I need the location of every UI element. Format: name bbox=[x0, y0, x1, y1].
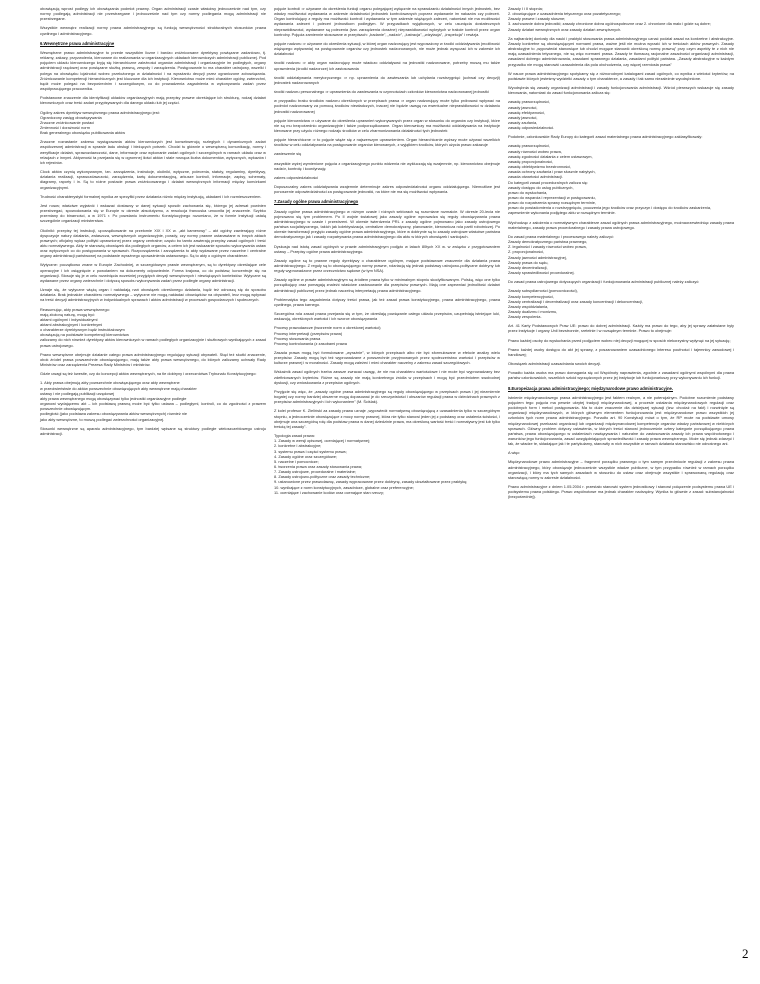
list-item: Brak generalnego obowiązku publikowania aktów bbox=[40, 130, 125, 136]
paragraph: pojęcie hierarchiczne ⇒ to pojęcie wiąże się z najszerszym uprawnieniem. Organ hierarchicznie wyższy może używać wszelkich środków w celu oddziaływania na postępowanie organów kierowanych, z wyjątkiem środków, których użycia prawo zakazuje bbox=[274, 137, 500, 148]
list-item: zasady dostępu do usług publicznych, bbox=[508, 184, 574, 190]
list-item: 2. obowiązujące z uzasadnienia tetycznego oraz pozatetycznego; bbox=[508, 11, 621, 17]
list-item: Procesy kontrolowania (z zasobami prawa bbox=[274, 340, 347, 346]
paragraph: Wskaźnik zasad ogólnych trzeba zawsze zwracać uwagę, że nie ma charakteru wartościowe i nie może być wyprowadzany bez zdefiniowanych kryteriów. Różne są zasady nie mają konkretnego źródła w przepisach i mogą być przedmiotem swobodnej dyskusji, czy wnioskowania z przepisów ogólnych. bbox=[274, 369, 500, 385]
list-item: zasadę efektywności, bbox=[508, 109, 545, 115]
list bbox=[40, 380, 266, 421]
list-item: A więc: bbox=[508, 450, 521, 456]
list-item: zasada ochrony zaufania i praw słusznie nabytych, bbox=[508, 169, 596, 175]
list-item: podległość (jako podstawa zakresu obowiązywania aktów wewnętrznych) również nie bbox=[40, 411, 188, 417]
list-item: Zasady prawne i zasady słuszne; bbox=[508, 16, 566, 22]
list-item: zasady jawności, bbox=[508, 104, 538, 110]
paragraph: Międzynarodowe prawo administracyjne – fragment porządku prawnego o tym samym przedmiocie regulacji z zakresu prawa administracyjnego, który obowiązuje jednocześnie wszystkie władze publiczne, w tym przypadku również w ramach porządku organizacji, i który ma tych samych zasadach w stosunku do ustaw oraz obejmuje wszystkie i sprawowaną regulację oraz stanowiącą normy w zakresie działalności. bbox=[508, 459, 734, 480]
list-item: 6. tworzenia prawa oraz zasady stosowania prawa; bbox=[274, 463, 363, 469]
paragraph: Wychodząc z założenia o normatywnym charakterze zasad ogólnych prawa administracyjnego, możnaorzewiedniąc zasady prawa materialnego, zasady prawa proceduralnego i zasady prawa ustrojowego. bbox=[508, 219, 734, 230]
list-item: zasadę obiektywizmu bezstronności, bbox=[508, 164, 572, 170]
paragraph: Zasady ogólne prawa administracyjnego w różnym czasie i różnych sektorach są rozumiane rozmaicie. W okresie 20-lecia nie pojmowano się tym problemem. Po II wojnie światowej jako zasady ogólne wprowadza się reguły obowiązywania prawa administracyjnego w czasie i przestrzeni. W okresie twierdzenia PRL z zasady ogólne pojmowano jako zasady ustrojowego państwa socjalistycznego, takich jak kolektywizacja, centralizm demokratyczny, planowanie, kierownicza rola partii robotniczej. Po okresie transformacji przyjęto zasady ogólne prawa administracyjnego, które w doktrynie są to zasady ustrojowe właściwe państwa demokratycznego jak i zasady rozpatrywania prawa administracyjnego dla aktu w których obowiązek i sankcjach. bbox=[274, 208, 500, 240]
list-item: aktami abstrakcyjnymi i konkretnymi bbox=[40, 322, 103, 328]
list-item: Zasady prawa do sądu, bbox=[508, 259, 549, 265]
list-item: Znaczne zróżnicowanie postaci bbox=[40, 119, 95, 125]
list-item: w przeciwieństwie do aktów powszechnie obowiązujących akty wewnętrzne mają charakter bbox=[40, 385, 197, 391]
paragraph: Istnienie międzynarodowego prawa administracyjnego jest faktem realnym, a nie potencjalnym. Podobne rozumienie podstawy pojęciem tego pojęcia ma pewnie ukrytej tradycji międzynarodowej, a procesie ustalania międzynarodowych regulacji oraz podobnych form i metod postępowania. Ma to duże znaczenie dla dzisiejszej sytuacji (tzw. chociaż na fakt) i rozwinięte są organizacji międzynarodowych, w których głównym elementem funkcjonowania jest międzynarodowe prawo wszystkich jej członków tych norm prawa administracyjnego. Ponadto art. 90 Konstytucji mówi o tym, że RP może na podstawie umowy międzynarodowej przekazać organizacji lub organizacji międzynarodowej kompetencje organów władzy państwowej w niektórych sprawach. Główny problem dotyczy ustawienia, w których treści stanowi jednocześnie cztery kategorie porządkującego prawa państwa, prawa obowiązującego w ustaleniach nawiązywania i naturalne do zastosowania zasady ich prawa wspólnotowego i warunków jego funkcjonowania, zasad uwzględniających sprawiedliwość i zasady prawa wewnętrznego. Może się jednak zdarzyć i tak, że władze te, składające jak i te partykularny, stanowiły w nich wszystkie w ramach działania stanowisko nie odnośnego ani. bbox=[508, 394, 734, 447]
list bbox=[274, 433, 500, 495]
paragraph: Z kolei profesor K. Zieliński za zasady prawa uznaje „wypowiedź normatywną obowiązującą z uzasadnienia tylko w szczególnym stopniu, a jednocześnie obowiązujące z mocy normy prawnej, która nie tylko stanowi jeden jej z podstawy oraz ustalenia ścisłości, i obejmuje ona szczególną rolę dla podstaw prawa w danej dziedzinie prawa, ma określoną wartość treść i normatywny jest lub tylko treścią tej zasady". bbox=[274, 408, 500, 429]
list-item: Do zasad prawa materialnego i procesowego należy zaliczyć: bbox=[508, 233, 614, 239]
paragraph: Ponadto każda osoba ma prawo domagania się od Wspólnoty naprawienia, zgodnie z zasadami ogólnymi wspólnymi dla prawa państw członkowskich, wszelkich szkód wyrządzonych przez jej instytucje lub funkcjonariuszy przy wykonywaniu ich funkcji. bbox=[508, 370, 734, 381]
list-item: 10. wynikające z norm konstytucyjnych, zasadnicze, globalne oraz preferencyjne; bbox=[274, 484, 414, 490]
list bbox=[508, 288, 734, 319]
list-item: prawo do rozpatrzenia sprawy rozsądnym terminie, bbox=[508, 200, 597, 206]
list-item: 8. Zasady ustrojowo-polityczne oraz zasady techniczne; bbox=[274, 474, 371, 480]
list-item: Reasumując, akty prawa wewnętrznego: bbox=[40, 306, 110, 312]
list-item: Z. legalności i zasady równości wobec prawa, bbox=[508, 244, 587, 250]
text-column-left bbox=[40, 6, 266, 440]
paragraph: Trudność charakterystyki formalnej wynika ze specyfiki przez działania różnic między instytucją, układami i ich rozmieszczeniem. bbox=[40, 193, 262, 199]
paragraph: Prawo każdej osoby do wysłuchania przed podjęciem wobec niej decyzji mogącej w sposób niekorzystny wpłynąć na jej sytuację; bbox=[508, 337, 731, 343]
paragraph bbox=[508, 450, 734, 455]
list-item: Zasady demokratycznego państwa prawnego, bbox=[508, 239, 588, 245]
list-item: 9. ustanowione przez prawodawcę, zasady wypracowane przez doktrynę, zasady ukształtowane przez praktykę; bbox=[274, 479, 468, 485]
list-item: zasady równości wobec prawa, bbox=[508, 148, 562, 154]
paragraph: Znaczne rozrastanie zakresu wystąpowania aktów kierowniczych jest konsekwencją rozległych i dynamicznych zadań współczesnej administracji w sprawie ładu obsługi i bieżących potrzeb. Chodzi tu głównie o wewnętrzną komunikację, normy i weryfikacje działań, sprawozdawczość, dane, informacje oraz wykonanie zadań ogólnych i szczególnych w ramach układu oraz w relacjach z innymi. Aktywność ta przejawia się w ogromnej ilości aktów i stale rosnąca liczba dokumentów, wytycznych, wykazów i ich rejestrów. bbox=[40, 139, 266, 165]
list-item: ustawy i nie podlegają publikacji urzędowej bbox=[40, 390, 115, 396]
paragraph: W nauce prawa administracyjnego spotykamy się z różnorodnymi katalogami zasad ogólnych, co wynika z wielości kryteriów, na podstawie których jesteśmy wydzielić zasady o tym charakterze, a zasady i tak samo niezależnie wyodrębnione. bbox=[508, 70, 734, 81]
list-item: 5. naczelne i pomocnicze; bbox=[274, 458, 319, 464]
list-item: organowi wydającemu akt – ich podstawą prawną może być tylko ustawa – podległymi, kontroli, co do zgodności z prawem powszechnie obowiązującym. bbox=[40, 401, 266, 412]
list-item: prawo do powiadomienia o rozstrzygnięciu, pouczenia jego środków oraz przyczyn i dostępu do środków zaskarżenia, bbox=[508, 205, 712, 211]
paragraph: Clock aktów czynią wykonywanym, tzn. zarządzenia, instrukcje, okólniki, wytyczne, polecenia, statuty, regulaminy, dyrektywy, działania realizacji, sprawozdawczość, zarządzenia, kartę dokumentacyjną, arkusze kontroli, informacje, zapisy, schematy, diagramy, raporty i in. Są to różne postacie prawa zróżnicowanego i działań wewnętrznych informacji między komórkami organizacyjnymi. bbox=[40, 169, 266, 190]
list-item: Zasady I i II stopnia; bbox=[508, 6, 543, 11]
paragraph: Prawo wewnętrzne obejmuje działanie całego prawa administracyjnego regulujący sytuacji obywateli. Stąd też skutki znaczenie, obok źródeł prawa powszechnie obowiązującego, mają także akty prawa wewnętrznego, do których zaliczamy uchwały Rady Ministrów oraz zarządzenia Prezesa Rady Ministrów i ministrów. bbox=[40, 351, 266, 368]
paragraph: zawieszenie się bbox=[274, 151, 302, 157]
list-item: zasadę odpowiedzialności. bbox=[508, 125, 555, 131]
list-item: mają złożoną naturę, mogą być: bbox=[40, 311, 96, 317]
list-item: Zasady zespolenia. bbox=[508, 314, 542, 320]
list-item: Do kategorii zasad proceduralnych zalicza się: bbox=[508, 179, 589, 185]
list-item: Zasady jawności administracyjnej, bbox=[508, 254, 567, 260]
list-item: prawo do wsparcia i reprezentacji w postępowaniu, bbox=[508, 195, 596, 200]
list-item: obowiązują na podstawie kompetencji kierownictwa bbox=[40, 332, 129, 338]
list bbox=[40, 307, 266, 348]
paragraph: Stosunki wewnętrzne są aparatu administracyjnego, tym bardziej wpisane są struktury podległe wieloszczeblowego ustroju administracji. bbox=[40, 425, 266, 436]
paragraph: Wszystkie wewnątrz realizacji normy prawa administracyjnego są funkcją wewnętrzności strukturalnych stosunków prawa cywilnego i administracyjnego. bbox=[40, 25, 266, 36]
list-item: zasada otwartości administracji. bbox=[508, 174, 563, 180]
list-item: Zasady sprawiedliwości proceduralnej. bbox=[508, 270, 575, 276]
paragraph: Zasada prawa mogą być formułowane „wyraźnie", w których przepisach albo nie być sformułowane w efekcie analizy wielu przepisów. Zasady mogą być też wyprowadzane z powszechnie przyjmowanych przez społeczeństwo wartości i przepisów w kulturze prawnej i w moralności. Zasady mogą zależeć i mieć charakter naczelny z zakresu zasad szczegółowych. bbox=[274, 350, 500, 366]
section-heading: 8.Europeizacja prawa administracyjnego; międzynarodowe prawo administracyjne. bbox=[508, 385, 673, 391]
paragraph: Podobnie, członkowskie Rady Europy do kategorii zasad materialnego prawa administracyjnego zaklasyfikowały: bbox=[508, 134, 703, 140]
paragraph: Art. 41 Karty Podstawowych Praw UE: prawo do dobrej administracji. Każdy ma prawo do tego, aby jej sprawy załatwiane były przez instytucje i organy Unii bezstronnie, rzetelnie i w rozsądnym terminie. Prawo to obejmuje: bbox=[508, 323, 734, 334]
paragraph: pojęcie kontroli ⇒ używane do określenia funkcji organu polegającej wyłącznie na sprawdzaniu działalności innych jednostek, bez władzy możliwości wydawania w zakresie działalności jednostek kontrolowanych poprzez wydawanie im nakazów czy poleceń. Organ kontrolujący z reguły ma możliwość kontroli i wydawania w tym zakresie wiążących zaleceń, natomiast nie ma możliwości wydawania zaleceń i poleceń jednostkom podległym. W przypadkach wyjątkowych, w celu usunięcia dostatecznych nieprawidłowości, wydawane są polecenia (tzw. zarządzenia doraźne) nieprawidłowości wykrytych w trakcie kontroli przez organ kontrolny. Pojęcia zamiennie stosowane w przepisach: „badanie", „nadzór", „lustracja", „wizytacja", „inspekcja" i rewizja. bbox=[274, 6, 500, 37]
list bbox=[508, 6, 734, 32]
text-column-middle bbox=[274, 6, 500, 499]
paragraph: Dyskusja nad istotą zasad ogólnych w prawie administracyjnym podjęto w latach 80tych XX w. w związku z przygotowaniem ustawy – Przepisy ogólne prawa administracyjnego. bbox=[274, 243, 500, 254]
list-item: zasady jawności, bbox=[508, 114, 538, 120]
paragraph: Podstawowe znaczenie dla identyfikacji układów organizacyjnych mają przepisy prawne określające ich strukturę, rodzaj działań kierowniczych oraz treść zadań przypisywanych dla danego układu lub jej części. bbox=[40, 95, 266, 106]
paragraph: Problematyka tego zagadnienia dotyczy treści prawa, jak też zasad prawa konstytucyjnego, prawa administracyjnego, prawa cywilnego, prawa karnego. bbox=[274, 296, 500, 307]
paragraph: Prawo administracyjne z dniem 1.05.2004 r. przestało stanowić system jednostkowy i stanowi połączenie podsystemu prawa UE i podsystemu prawa polskiego. Prawo wspólnotowe ma jednak charakter nadrzędny. Wynika to głównie z zasad: substancjalności (bezpośredniej). bbox=[508, 484, 734, 500]
paragraph: Obowiązek administracji uzasadniania swoich decyzji. bbox=[508, 361, 601, 367]
list-item: 4. Zasady ogólne oraz szczegółowe; bbox=[274, 453, 337, 459]
paragraph: Gdzie uwagi są też kwestie, czy do koncepcji aktów wewnętrznych, na tle doktryny i orzecznictwa Trybunału Konstytucyjnego: bbox=[40, 371, 257, 377]
list-item: prawo do wysłuchania, bbox=[508, 189, 548, 195]
paragraph: obowiązują wprost podlegy ich obowiązania podmiot prawny. Organ administracji czasie właściwy jednocześnie nad tym, czy normy podlegają administracji nie przestrzegane i jednocześnie nad tym czy normy podlegania mogą administracji nie przestrzegane. bbox=[40, 6, 266, 22]
list bbox=[508, 99, 734, 130]
section-heading: 7.Zasady ogólne prawa administracyjnego bbox=[274, 199, 359, 205]
list-item: zasadę proporcjonalności, bbox=[508, 158, 554, 164]
paragraph: Wyodrębnia się zasady organizacji administracji i zasady funkcjonowania administracji. Wśród pierwszych wskazuje się zasady kierowania, natomiast do zasad funkcjonowania zalicza się: bbox=[508, 85, 734, 96]
page-number: 2 bbox=[742, 946, 749, 961]
list-item: zasadę zgodności działania z celem ustawowym, bbox=[508, 153, 593, 159]
paragraph: pojęcie nadzoru ⇒ używane do określenia sytuacji, w której organ nadzorujący jest wyposażony w środki oddziaływania (możliwość wiążącego wpływania) na postępowanie organów czy jednostek nadzorowanych, nie może jednak wyręczać ich w zakresie ich działalności bbox=[274, 40, 500, 57]
paragraph: zakres odpowiedzialności bbox=[274, 174, 319, 180]
list-item: 11. oceniające i zachowanie kodów oraz ocenające stan rzeczy; bbox=[274, 489, 385, 495]
list-item: Zasady dualizmu i monizmu, bbox=[508, 308, 558, 314]
list-item: 1. Zasady w wersji opisowej, oceniającej i normatywnej; bbox=[274, 438, 371, 444]
paragraph: Przyjęcie się więc, że „zasady ogólne prawa administracyjnego są reguły obowiązującego w przepisach prawa i jej niezmiernie bogatej czy normy bardziej obszerne mogą dopasować je do rzeczywistości i obszarów regulacji prawa w dziedzinach prawnych z przepisów administracyjnych i ich wykonaniem" (M. Ściślak). bbox=[274, 388, 500, 405]
list bbox=[508, 234, 734, 275]
paragraph: Dopuszczalny zakres oddziaływania wzajemnie determinuje zakres odpowiedzialności organu oddziałującego. Niemożliwe jest ponoszenie odpowiedzialności za postępowanie jednostki, na które nie ma się możliwości wpływania. bbox=[274, 184, 500, 195]
list-item: 3. zachowanie dobra jednostki; zasady chronione dobra ogólnospołeczne oraz 2. chronione dla mało i gdzie są dobre; bbox=[508, 21, 711, 27]
list bbox=[40, 110, 266, 136]
list-item: zasadę praworządności, bbox=[508, 143, 550, 149]
paragraph: Zasady ogólne są to prawne reguły dyrektywy o charakterze ogólnym, mające podstawowe znaczenie dla działania prawa administracyjnego. Z reguły są to obowiązującego normy prawne, rolariacją się jednak podstawy ustrojowo-polityczne doktryny lub reguły wyprowadzone przez orzecznictwo sądowe (w tym NSA). bbox=[274, 257, 500, 274]
list-item: 2. konkretne i abstrakcyjne; bbox=[274, 443, 322, 449]
list-item: o charakterze dyrektywnym bądź instruktażowym bbox=[40, 327, 125, 333]
list-item: Typologia zasad prawa: bbox=[274, 433, 315, 439]
paragraph: Jest nowa; właściwe wyjaśnić i wskazać dostawcy w danej sytuacji sposób zachowania się, którego jej adresat powinien przestrzegać, spowodowania się w Europie w okresie absolutyzmu, a rewolucja francuska umocniła jej znaczenie. Szybko przemiany do binarności, a w 1971 r. Po powstaniu instrumentu Konstytucyjnego rozumiano, że w formie instytucji ustalą szczególnie organizacji ministerstwa. bbox=[40, 202, 266, 224]
paragraph: Za najbardziej doniosły dla nauki i praktyki stosowania prawa administracyjnego uznać podział zasad na konkretne i abstrakcyjne. Zasady konkretne są obowiązującymi normami prawa, ważne jeśli nie można wyrazić ich w treściach aktów prawnych. Zasady abstrakcyjne to „wypowiedzi stanowiące lub chodzi mogące stanowić określoną normę prawną" przy czym aspekty te z nich nie mają uzasadnienia tetycznego, nie są więc normami prawa. Zasady te tłumaczą racjonalne zasadności organizacji administracji, zasadami dobrego administrowania, zasadami sprawnego działania, zasadami polityki państwa. „Zasady abstrakcyjne w każdym przypadku nie mogą stanowić uzasadnienia dla pola obchodzenia, czy więcej rzemiosła prawa" bbox=[508, 35, 734, 67]
paragraph: środki nadzoru personalnego ⇒ uprawnienia do zawieszania w czynnościach członków kierownictwa nadzorowanej jednostki bbox=[274, 89, 489, 95]
paragraph: Wewnętrzne prawo administracyjne to przede wszystkim liczne i bardzo zróżnicowane dyrektywy powiązane zadaniowo, tj. reklamy, zakazy, przyzwolenia, kierowane do realizowania w organizacyjnych układach kierowniczych administracji publicznej. Pod pojęciem układu kierowniczego kryją się hierarchiczne zależności organów administracji i organizacyjnie im podległych, organy administracji rządowej oraz powiązane służbą prawną, zespoły i zarządzenia. Postępowanie to ma charakter ustrojowy, wszelki i polega na obowiązku lojalności wobec przełożonego w działalności i na wyrażaniu decyzji przez ograniczone zobowiązania. Zróżnicowanie kompetencji hierarchicznych jest kluczowe dla ich instytucji. Kierownictwo może mieć charakter ogólny, zwierzchni, bądź może polegać na bezpośrednim i szczegółowym, co do prowadzenia zagadnienia w wykonywaniu zadań przez współpracującego pracownika. bbox=[40, 49, 266, 92]
list-item: 3. systemu prawa i części systemu prawa; bbox=[274, 448, 347, 454]
list-item: aktami ogólnymi i indywidualnymi bbox=[40, 316, 98, 322]
list-item: Procesy stosowania prawa bbox=[274, 335, 321, 341]
list-item: zasady zaufania, bbox=[508, 119, 538, 125]
list-item: 7. Zasady ustrojowe, proceduralne i materialne; bbox=[274, 469, 356, 475]
paragraph: pojęcie kierownictwa ⇒ używane do określenia uprawnień wykonywanych przez organ w stosunku do organów czy instytucji, które nie są mu bezpośrednio organizacyjnie i także podporządkowane. Organ kierowniczy ma możliwość oddziaływania na instytucje kierowane przy użyciu różnego rodzaju środków w celu zharmonizowania działalności tych jednostek bbox=[274, 117, 500, 133]
paragraph: Szczególna rola zasad prawa przejawia się w tym, że określają powiązanie całego układu przepisów, uzupełniają istniejące luki, wskazują, określonych wartości i ich wzorce obowiązywania bbox=[274, 311, 500, 322]
paragraph: Zasady ogólne w prawie administracyjnym są źródłem prawa tylko w minimalnym stopniu skodyfikowanym. Polską, więc one tylko porządkujący oraz pomagają znaleźć właściwe zastosowanie dla przepisów prawnych. Mają one zapewniać jednolitość działań administracji publicznej przez jednak naczelną interpretację prawa administracyjnego. bbox=[274, 277, 500, 293]
list bbox=[274, 325, 500, 346]
list-item: Zasady kompetencyjności, bbox=[508, 293, 554, 299]
paragraph: Wytyczne: początkowo znane w Europie Zachodniej, w szczegółowym prawie wewnętrznym, są to dyrektywy określające cele operacyjne i ich osiągnięcie z powołaniem na dokumenty odpowiednie. Forma krajowa, co do podstaw, koncentruje się na organizacji. Stosuje się je w celu rozwinięcia wcześniej przyjętych decyzji wewnętrznych i niewiążących kontekstów. Wytyczne są wydawane przez organy zwierzchnie i dotyczą sposobu wykonywania zadań przez podległe organy administracji. bbox=[40, 262, 266, 283]
list-item: Zasady współdziałania, bbox=[508, 303, 549, 309]
list-item: Ogólny zakres dyrektyw wewnętrznego prawa administracyjnego jest: bbox=[40, 109, 160, 115]
list-item: Zasady decentralizacji, bbox=[508, 264, 548, 270]
list-item: 1. Akty prawa obejmują akty powszechnie obowiązującego oraz akty wewnętrzne bbox=[40, 380, 180, 386]
list-item: Zasady subsydiarności (pomocniczości), bbox=[508, 288, 578, 294]
list-item: Ograniczony zasięg obowiązywania bbox=[40, 114, 102, 120]
text-column-right bbox=[508, 6, 734, 504]
paragraph: wszystkie wyżej wymienione pojęcia z organizacyjnego punktu widzenia nie wykluczają się wzajemnie, np. kierownictwo obejmuje nadzór, kontrolę i koordynację bbox=[274, 160, 500, 171]
paragraph: środki nadzoru ⇒ akty organ nadzorujący może władczo oddziaływać na jednostki nadzorowane, potrzeby muszą mu także uprawnienia (środki nadzorcze) ich zastosowania bbox=[274, 60, 500, 71]
list-item: zaliczamy do nich również dyrektywy aktów kierowniczych w ramach podległych organizacyjnie i służbowych wynikających z zasad prawa ustrojowego. bbox=[40, 337, 266, 348]
section-heading: 6.Wewnętrzne prawa administracyjne bbox=[40, 40, 115, 46]
paragraph: Do zasad prawa ustrojowego dotyczących organizacji i funkcjonowania administracji publicznej należy zaliczyć: bbox=[508, 279, 700, 285]
list-item: Zmienność i doraźność norm bbox=[40, 125, 90, 131]
list-item: Procesy interpretacji (przepisów prawa) bbox=[274, 330, 343, 336]
list bbox=[508, 143, 734, 215]
list-item: zasadę praworządności, bbox=[508, 99, 550, 105]
list-item: Zasady działań wewnętrznych oraz zasady działań zewnętrznych. bbox=[508, 26, 622, 32]
paragraph: Uznaje się, że wytyczne wiążą organ i nakładają nań obowiązek określonego działania, bądź też odnoszą się do sposobu działania. Brak jednakże charakteru normatywnego – wytyczne nie mogą nakładać obowiązków na obywateli, lecz mogą wpływać na treść decyzji administracyjnych w indywidualnych sprawach i aktów administracji w procesach gospodarczych i społecznych. bbox=[40, 287, 266, 303]
paragraph: Prawo każdej osoby dostępu do akt jej sprawy, z poszanowaniem uzasadnionego interesu poufności i tajemnicy zawodowej i handlowej; bbox=[508, 346, 734, 357]
paragraph: środki oddziaływania merytorycznego ⇒ np. uprawnienia do zawieszania lub uchylania rozstrzygnięć (uchwał czy decyzji) jednostek nadzorowanych bbox=[274, 74, 500, 85]
list-item: akty prawa wewnętrznego mogą obowiązywać tylko jednostki organizacyjne podległe bbox=[40, 395, 187, 401]
list-item: Zasady centralizacji i decentralizacji oraz zasady koncentracji i dekoncentracji, bbox=[508, 298, 643, 304]
list-item: jako akty wewnętrzne, to muszą podlegać zwierzchności organizacyjnej. bbox=[40, 416, 165, 422]
list-item: Z. proporcjonalności, bbox=[508, 249, 545, 255]
paragraph: w przypadku braku środków nadzoru określonych w przepisach prawa ⇒ organ nadzorujący może tylko próbować wpływać na podmiot nadzorowany za pomocą środków niewładczych, inaczej nie będzie uwagą na ewentualne nieprawidłowości w działaniu jednostki nadzorowanej bbox=[274, 98, 500, 114]
list-item: zapewnienie wykonania podjętego aktu w rozsądnym terminie. bbox=[508, 210, 616, 216]
paragraph: Okólniki: przepisy tej instrukcji, uporządkowanie na przełomie XIX i XX w. „akt kamerowy" – akt ogólny zawierający różne dyspozycje natury działania, zwłaszcza, wewnętrznych organizacyjnie, porady, czy normy prawne ustanawiane w innych aktach prawnych; oficjalny wykaz polityki uprawnionej przez organy centralne; często bo tamto zawierają przepisy zasad ogólnych i treść aktu normatywnego. Akty te stanowią obowiązek dla podległych organów, a celem ich jest wskazanie sposobu wykonywania ustaw oraz wytycznych co do postępowania w sprawach. Rozporządzenia i zarządzenia to akty wydawane przez naczelne i centralne organy administracji państwowej na podstawie wyraźnego upoważnienia ustawowego. Są to akty o ogólnym charakterze. bbox=[40, 227, 266, 259]
list-item: Procesy prawodawcze (tworzenie norm o określonej wartości) bbox=[274, 325, 381, 331]
